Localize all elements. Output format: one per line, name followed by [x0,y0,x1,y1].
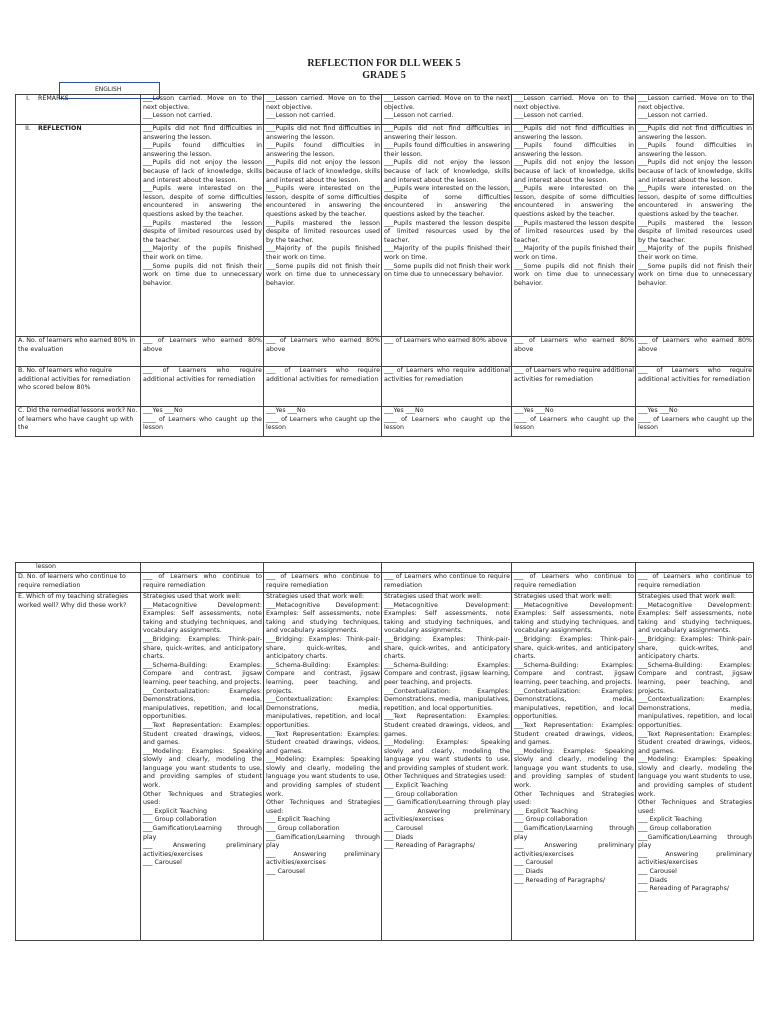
row-number: D. [18,573,25,580]
table-cell [382,563,512,573]
row-number: E. [18,593,24,600]
row-label [16,573,141,593]
document-title: REFLECTION FOR DLL WEEK 5 [307,58,461,69]
table-cell [636,563,754,573]
row-label-text: REMARKS [38,95,69,102]
table-row [16,573,754,593]
page-2 [0,545,768,1024]
table-cell: ___ of Learners who require additional activities for remediation [264,367,382,407]
row-number: C. [18,407,25,414]
reflection-table-page1 [15,94,754,437]
table-cell: ___ of Learners who require additional activities for remediation [636,367,754,407]
table-cell: ___ of Learners who require additional activities for remediation [141,367,264,407]
table-cell: ___Yes ___No ____ of Learners who caught up the lesson [512,407,636,437]
reflection-table-page2 [15,562,754,941]
row-label [16,95,141,125]
table-cell: ___ of Learners who earned 80% above [382,337,512,367]
row-label [16,125,141,337]
table-cell: ___Pupils did not find difficulties in answering the lesson. ___Pupils found difficulties in answering the lesson. ___Pupils did not enjoy the lesson because of lack of knowledge, skills and interest about the lesson. ___Pupils were interested on the lesson, despite of some difficulties encountered in answering the questions asked by the teacher. ___Pupils mastered the lesson despite of limited resources used by the teacher. ___Majority of the pupils finished their work on time. ___Some pupils did not finish their work on time due to unnecessary behavior. [636,125,754,337]
table-cell: ___Lesson carried. Move on to the next objective. ___Lesson not carried. [264,95,382,125]
row-number: A. [18,337,25,344]
row-number: I. [26,95,30,102]
row-label [16,407,141,437]
row-label-text: Did the remedial lessons work? No. of learners who have caught up with the [18,407,138,432]
table-row [16,367,754,407]
table-cell: ___ of Learners who earned 80% above [512,337,636,367]
table-cell: ___ of Learners who continue to require remediation [141,573,264,593]
row-label [16,367,141,407]
table-cell: Strategies used that work well: ___Metacognitive Development: Examples: Self assessments, note taking and studying techniques, and vocabulary assignments. ___Bridging: Examples: Think-pair-share, quick-writes, and anticipatory charts. ___Schema-Building: Examples: Compare and contrast, jigsaw learning, peer teaching, and projects. ___Contextualization: Examples: Demonstrations, media, manipulatives, repetition, and local opportunities. ___Text Representation: Examples: Student created drawings, videos, and games. ___Modeling: Examples: Speaking slowly and clearly, modeling the language you want students to use, and providing samples of student work. Other Techniques and Strategies used: ___ Explicit Teaching ___ Group collaboration ___Gamification/Learning through play ___ Answering preliminary activities/exercises ___ Carousel ___ Diads ___ Rereading of Paragraphs/ [636,593,754,941]
table-cell: ___Pupils did not find difficulties in answering the lesson. ___Pupils found difficulties in answering the lesson. ___Pupils did not enjoy the lesson because of lack of knowledge, skills and interest about the lesson. ___Pupils were interested on the lesson, despite of some difficulties encountered in answering the questions asked by the teacher. ___Pupils mastered the lesson despite of limited resources used by the teacher. ___Majority of the pupils finished their work on time. ___Some pupils did not finish their work on time due to unnecessary behavior. [141,125,264,337]
table-row [16,95,754,125]
row-label [16,593,141,941]
table-cell: ___ of Learners who earned 80% above [264,337,382,367]
row-label-text: No. of learners who continue to require remediation [18,573,126,589]
table-cell: Strategies used that work well: ___Metacognitive Development: Examples: Self assessments, note taking and studying techniques, and vocabulary assignments. ___Bridging: Examples: Think-pair-share, quick-writes, and anticipatory charts. ___Schema-Building: Examples: Compare and contrast, jigsaw learning, peer teaching, and projects. ___Contextualization: Examples: Demonstrations, media, manipulatives, repetition, and local opportunities. ___Text Representation: Examples: Student created drawings, videos, and games. ___Modeling: Examples: Speaking slowly and clearly, modeling the language you want students to use, and providing samples of student work. Other Techniques and Strategies used: ___ Explicit Teaching ___ Group collaboration ___Gamification/Learning through play ___ Answering preliminary activities/exercises ___ Carousel [141,593,264,941]
table-cell: ___Lesson carried. Move on to the next objective. ___Lesson not carried. [636,95,754,125]
table-cell [512,563,636,573]
table-cell: ___Yes ___No ____ of Learners who caught up the lesson [141,407,264,437]
table-cell: ___ of Learners who continue to require remediation [636,573,754,593]
document-subtitle: GRADE 5 [362,70,406,81]
table-cell: ___ of Learners who require additional activities for remediation [382,367,512,407]
table-cell: ___Lesson carried. Move on to the next objective. ___Lesson not carried. [382,95,512,125]
table-cell: ___ of Learners who continue to require remediation [264,573,382,593]
subject-label: ENGLISH [95,86,122,93]
row-label [16,337,141,367]
row-label-text: No. of learners who earned 80% in the evaluation [18,337,136,353]
row-label-continued: lesson [16,563,141,573]
table-cell: ___Lesson carried. Move on to the next objective. ___Lesson not carried. [512,95,636,125]
table-cell: ___Yes ___No ____ of Learners who caught up the lesson [264,407,382,437]
table-cell [264,563,382,573]
table-row [16,563,754,573]
row-number: II. [25,125,31,132]
table-cell: ___ of Learners who earned 80% above [141,337,264,367]
table-cell: ___Yes ___No ____ of Learners who caught up the lesson [636,407,754,437]
page-1 [0,0,768,470]
table-row [16,407,754,437]
table-cell: Strategies used that work well: ___Metacognitive Development: Examples: Self assessments, note taking and studying techniques, and vocabulary assignments. ___Bridging: Examples: Think-pair-share, quick-writes, and anticipatory charts. ___Schema-Building: Examples: Compare and contrast, jigsaw learning, peer teaching, and projects. ___Contextualization: Examples: Demonstrations, media, manipulatives, repetition, and local opportunities. ___Text Representation: Examples: Student created drawings, videos, and games. ___Modeling: Examples: Speaking slowly and clearly, modeling the language you want students to use, and providing samples of student work. Other Techniques and Strategies used: ___ Explicit Teaching ___ Group collaboration ___ Gamification/Learning through play ___ Answering preliminary activities/exercises ___ Carousel ___ Diads ___ Rereading of Paragraphs/ [382,593,512,941]
table-cell: ___Pupils did not find difficulties in answering the lesson. ___Pupils found difficulties in answering the lesson. ___Pupils did not enjoy the lesson because of lack of knowledge, skills and interest about the lesson. ___Pupils were interested on the lesson, despite of some difficulties encountered in answering the questions asked by the teacher. ___Pupils mastered the lesson despite of limited resources used by the teacher. ___Majority of the pupils finished their work on time. ___Some pupils did not finish their work on time due to unnecessary behavior. [512,125,636,337]
table-cell: ___Pupils did not find difficulties in answering the lesson. ___Pupils found difficulties in answering the lesson. ___Pupils did not enjoy the lesson because of lack of knowledge, skills and interest about the lesson. ___Pupils were interested on the lesson, despite of some difficulties encountered in answering the questions asked by the teacher. ___Pupils mastered the lesson despite of limited resources used by the teacher. ___Majority of the pupils finished their work on time. ___Some pupils did not finish their work on time due to unnecessary behavior. [264,125,382,337]
table-cell: ___Lesson carried. Move on to the next objective. ___Lesson not carried. [141,95,264,125]
table-cell [141,563,264,573]
table-cell: ___ of Learners who continue to require remediation [382,573,512,593]
table-cell: Strategies used that work well: ___Metacognitive Development: Examples: Self assessments, note taking and studying techniques, and vocabulary assignments. ___Bridging: Examples: Think-pair-share, quick-writes, and anticipatory charts. ___Schema-Building: Examples: Compare and contrast, jigsaw learning, peer teaching, and projects. ___Contextualization: Examples: Demonstrations, media, manipulatives, repetition, and local opportunities. ___Text Representation: Examples: Student created drawings, videos, and games. ___Modeling: Examples: Speaking slowly and clearly, modeling the language you want students to use, and providing samples of student work. Other Techniques and Strategies used: ___ Explicit Teaching ___ Group collaboration ___Gamification/Learning through play ___ Answering preliminary activities/exercises ___ Carousel ___ Diads ___ Rereading of Paragraphs/ [512,593,636,941]
table-row [16,125,754,337]
row-label-text: No. of learners who require additional activities for remediation who scored below 80% [18,367,131,392]
table-cell: ___ of Learners who continue to require remediation [512,573,636,593]
table-cell: ___Pupils did not find difficulties in answering their lesson. ___Pupils found difficulties in answering their lesson. ___Pupils did not enjoy the lesson because of lack of knowledge, skills and interest about the lesson. ___Pupils were interested on the lesson, despite of some difficulties encountered in answering the questions asked by the teacher. ___Pupils mastered the lesson despite of limited resources used by the teacher. ___Majority of the pupils finished their work on time. ___Some pupils did not finish their work on time due to unnecessary behavior. [382,125,512,337]
table-cell: ___ of Learners who require additional activities for remediation [512,367,636,407]
row-label-text: REFLECTION [38,125,82,132]
table-cell: Strategies used that work well: ___Metacognitive Development: Examples: Self assessments, note taking and studying techniques, and vocabulary assignments. ___Bridging: Examples: Think-pair-share, quick-writes, and anticipatory charts. ___Schema-Building: Examples: Compare and contrast, jigsaw learning, peer teaching, and projects. ___Contextualization: Examples: Demonstrations, media, manipulatives, repetition, and local opportunities. ___Text Representation: Examples: Student created drawings, videos, and games. ___Modeling: Examples: Speaking slowly and clearly, modeling the language you want students to use, and providing samples of student work. Other Techniques and Strategies used: ___ Explicit Teaching ___ Group collaboration ___Gamification/Learning through play ___ Answering preliminary activities/exercises ___ Carousel [264,593,382,941]
row-number: B. [18,367,25,374]
table-cell: ___Yes ___No ____ of Learners who caught up the lesson [382,407,512,437]
row-label-text: Which of my teaching strategies worked well? Why did these work? [18,593,129,609]
table-row [16,337,754,367]
table-row [16,593,754,941]
table-cell: ___ of Learners who earned 80% above [636,337,754,367]
